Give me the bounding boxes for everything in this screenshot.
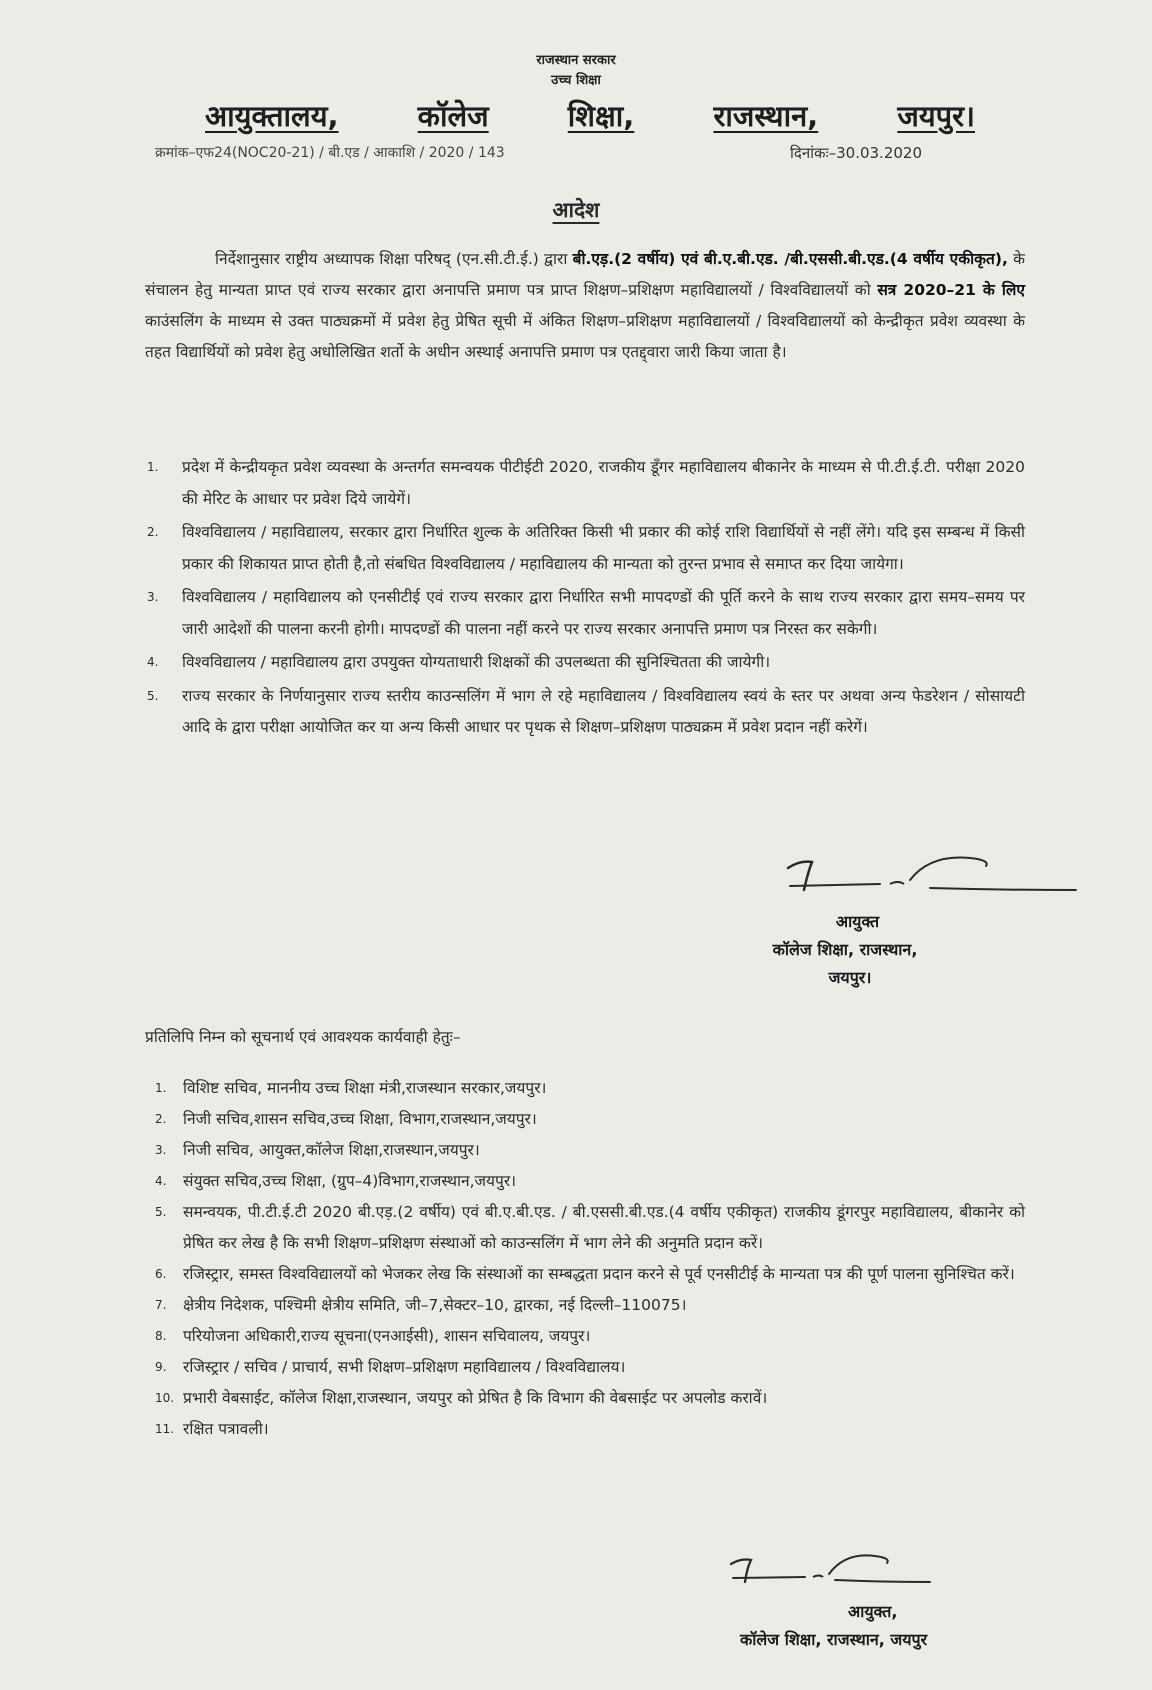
- copy-item: [155, 1352, 1025, 1383]
- condition-text: विश्वविद्यालय / महाविद्यालय द्वारा उपयुक्त योग्यताधारी शिक्षकों की उपलब्धता की सुनिश्चितता की जायेगी।: [182, 653, 771, 671]
- order-heading: आदेश: [552, 198, 600, 222]
- order-intro-paragraph: [145, 244, 1025, 368]
- copy-number: 11.: [155, 1422, 175, 1436]
- condition-item: [145, 517, 1025, 580]
- copy-number: 10.: [155, 1391, 175, 1405]
- copy-number: 3.: [155, 1143, 167, 1157]
- office-word: जयपुर।: [897, 99, 975, 133]
- copy-item: [155, 1073, 1025, 1104]
- copy-text: रजिस्ट्रार / सचिव / प्राचार्य, सभी शिक्षण–प्रशिक्षण महाविद्यालय / विश्वविद्यालय।: [183, 1358, 626, 1376]
- signature-mark: [725, 1550, 945, 1600]
- copy-number: 6.: [155, 1267, 167, 1281]
- copy-item: [155, 1166, 1025, 1197]
- order-date: दिनांकः–30.03.2020: [790, 144, 922, 162]
- office-word: कॉलेज: [417, 99, 489, 133]
- para-bold-course: बी.एड़.(2 वर्षीय) एवं बी.ए.बी.एड. /बी.एससी.बी.एड.(4 वर्षीय एकीकृत),: [572, 250, 1008, 268]
- copy-text: परियोजना अधिकारी,राज्य सूचना(एनआईसी), शासन सचिवालय, जयपुर।: [183, 1327, 591, 1345]
- signatory-department: कॉलेज शिक्षा, राजस्थान, जयपुर: [740, 1630, 928, 1649]
- para-text: के संचालन हेतु मान्यता प्राप्त एवं राज्य सरकार द्वारा अनापत्ति प्रमाण पत्र प्राप्त शिक्षण–प्रशिक्षण महाविद्यालयों / विश्वविद्यालयों को: [145, 250, 1025, 299]
- copy-item: [155, 1104, 1025, 1135]
- copy-item: [155, 1259, 1025, 1290]
- condition-text: प्रदेश में केन्द्रीयकृत प्रवेश व्यवस्था के अन्तर्गत समन्वयक पीटीईटी 2020, राजकीय डूँगर महाविद्यालय बीकानेर के माध्यम से पी.टी.ई.टी. परीक्षा 2020 की मेरिट के आधार पर प्रवेश दिये जायेगें।: [182, 458, 1025, 508]
- condition-number: 3.: [147, 590, 159, 604]
- conditions-list: [145, 452, 1025, 746]
- condition-number: 1.: [147, 460, 159, 474]
- condition-item: [145, 647, 1025, 679]
- condition-item: [145, 452, 1025, 515]
- para-text: काउंसलिंग के माध्यम से उक्त पाठ्यक्रमों में प्रवेश हेतु प्रेषित सूची में अंकित शिक्षण–प्रशिक्षण महाविद्यालयों / विश्वविद्यालयों को केन्द्रीकृत प्रवेश व्यवस्था के तहत विद्यार्थियों को प्रवेश हेतु अधोलिखित शर्तो के अधीन अस्थाई अनापत्ति प्रमाण पत्र एतद्द्वारा जारी किया जाता है।: [145, 312, 1025, 361]
- copy-item: [155, 1290, 1025, 1321]
- condition-item: [145, 582, 1025, 645]
- para-bold-session: सत्र 2020–21 के लिए: [877, 281, 1026, 299]
- condition-number: 4.: [147, 655, 159, 669]
- copy-text: रजिस्ट्रार, समस्त विश्वविद्यालयों को भेजकर लेख कि संस्थाओं का सम्बद्धता प्रदान करने से पूर्व एनसीटीई के मान्यता पत्र की पूर्ण पालना सुनिश्चित करें।: [183, 1265, 1015, 1283]
- office-word: शिक्षा,: [567, 99, 635, 133]
- signature-mark: [780, 850, 1080, 910]
- copy-number: 5.: [155, 1205, 167, 1219]
- copy-item: [155, 1321, 1025, 1352]
- copy-item: [155, 1414, 1025, 1445]
- copy-number: 7.: [155, 1298, 167, 1312]
- copy-to-list: [155, 1073, 1025, 1445]
- copy-text: संयुक्त सचिव,उच्च शिक्षा, (ग्रुप–4)विभाग,राजस्थान,जयपुर।: [183, 1172, 517, 1190]
- condition-text: राज्य सरकार के निर्णयानुसार राज्य स्तरीय काउन्सलिंग में भाग ले रहे महाविद्यालय / विश्वविद्यालय स्वयं के स्तर पर अथवा अन्य फेडरेशन / सोसायटी आदि के द्वारा परीक्षा आयोजित कर या अन्य किसी आधार पर पृथक से शिक्षण–प्रशिक्षण पाठ्यक्रम में प्रवेश प्रदान नहीं करेगें।: [182, 686, 1025, 736]
- copy-item: [155, 1383, 1025, 1414]
- copy-to-heading: प्रतिलिपि निम्न को सूचनार्थ एवं आवश्यक कार्यवाही हेतुः–: [145, 1028, 461, 1046]
- condition-text: विश्वविद्यालय / महाविद्यालय को एनसीटीई एवं राज्य सरकार द्वारा निर्धारित सभी मापदण्डों की पूर्ति करने के साथ राज्य सरकार द्वारा समय–समय पर जारी आदेशों की पालना करनी होगी। मापदण्डों की पालना नहीं करने पर राज्य सरकार अनापत्ति प्रमाण पत्र निरस्त कर सकेगी।: [182, 588, 1025, 638]
- signatory-title: आयुक्त: [835, 912, 880, 931]
- condition-text: विश्वविद्यालय / महाविद्यालय, सरकार द्वारा निर्धारित शुल्क के अतिरिक्त किसी भी प्रकार की कोई राशि विद्यार्थियों से नहीं लेंगे। यदि इस सम्बन्ध में किसी प्रकार की शिकायत प्राप्त होती है,तो संबधित विश्वविद्यालय / महाविद्यालय की मान्यता को तुरन्त प्रभाव से समाप्त कर दिया जायेगा।: [182, 523, 1025, 573]
- copy-text: विशिष्ट सचिव, माननीय उच्च शिक्षा मंत्री,राजस्थान सरकार,जयपुर।: [183, 1079, 547, 1097]
- para-text: निर्देशानुसार राष्ट्रीय अध्यापक शिक्षा परिषद् (एन.सी.टी.ई.) द्वारा: [215, 250, 573, 268]
- copy-number: 2.: [155, 1112, 167, 1126]
- department-name: उच्च शिक्षा: [551, 73, 601, 88]
- signatory-block: [720, 908, 970, 992]
- signatory-city: जयपुर।: [828, 968, 872, 987]
- signatory-department: कॉलेज शिक्षा, राजस्थान,: [772, 940, 918, 959]
- copy-number: 1.: [155, 1081, 167, 1095]
- copy-text: प्रभारी वेबसाईट, कॉलेज शिक्षा,राजस्थान, जयपुर को प्रेषित है कि विभाग की वेबसाईट पर अपलोड करावें।: [183, 1389, 768, 1407]
- copy-text: क्षेत्रीय निदेशक, पश्चिमी क्षेत्रीय समिति, जी–7,सेक्टर–10, द्वारका, नई दिल्ली–110075।: [183, 1296, 687, 1314]
- office-word: राजस्थान,: [713, 99, 819, 133]
- copy-text: निजी सचिव, आयुक्त,कॉलेज शिक्षा,राजस्थान,जयपुर।: [183, 1141, 480, 1159]
- copy-number: 8.: [155, 1329, 167, 1343]
- copy-text: समन्वयक, पी.टी.ई.टी 2020 बी.एड़.(2 वर्षीय) एवं बी.ए.बी.एड. / बी.एससी.बी.एड.(4 वर्षीय एकीकृत) राजकीय डूंगरपुर महाविद्यालय, बीकानेर को प्रेषित कर लेख है कि सभी शिक्षण–प्रशिक्षण संस्थाओं को काउन्सलिंग में भाग लेने की अनुमति प्रदान करें।: [183, 1203, 1025, 1252]
- condition-number: 2.: [147, 525, 159, 539]
- copy-number: 4.: [155, 1174, 167, 1188]
- copy-text: निजी सचिव,शासन सचिव,उच्च शिक्षा, विभाग,राजस्थान,जयपुर।: [183, 1110, 537, 1128]
- reference-number: क्रमांक–एफ24(NOC20-21) / बी.एड / आकाशि / 2020 / 143: [155, 145, 505, 161]
- copy-item: [155, 1135, 1025, 1166]
- office-word: आयुक्तालय,: [205, 99, 339, 133]
- copy-number: 9.: [155, 1360, 167, 1374]
- condition-item: [145, 681, 1025, 744]
- copy-text: रक्षित पत्रावली।: [183, 1420, 269, 1438]
- condition-number: 5.: [147, 688, 159, 703]
- signatory-title: आयुक्त,: [848, 1602, 898, 1621]
- govt-name: राजस्थान सरकार: [536, 53, 616, 68]
- copy-item: [155, 1197, 1025, 1259]
- signatory-block-copy: [740, 1598, 1030, 1654]
- office-title: [205, 96, 975, 135]
